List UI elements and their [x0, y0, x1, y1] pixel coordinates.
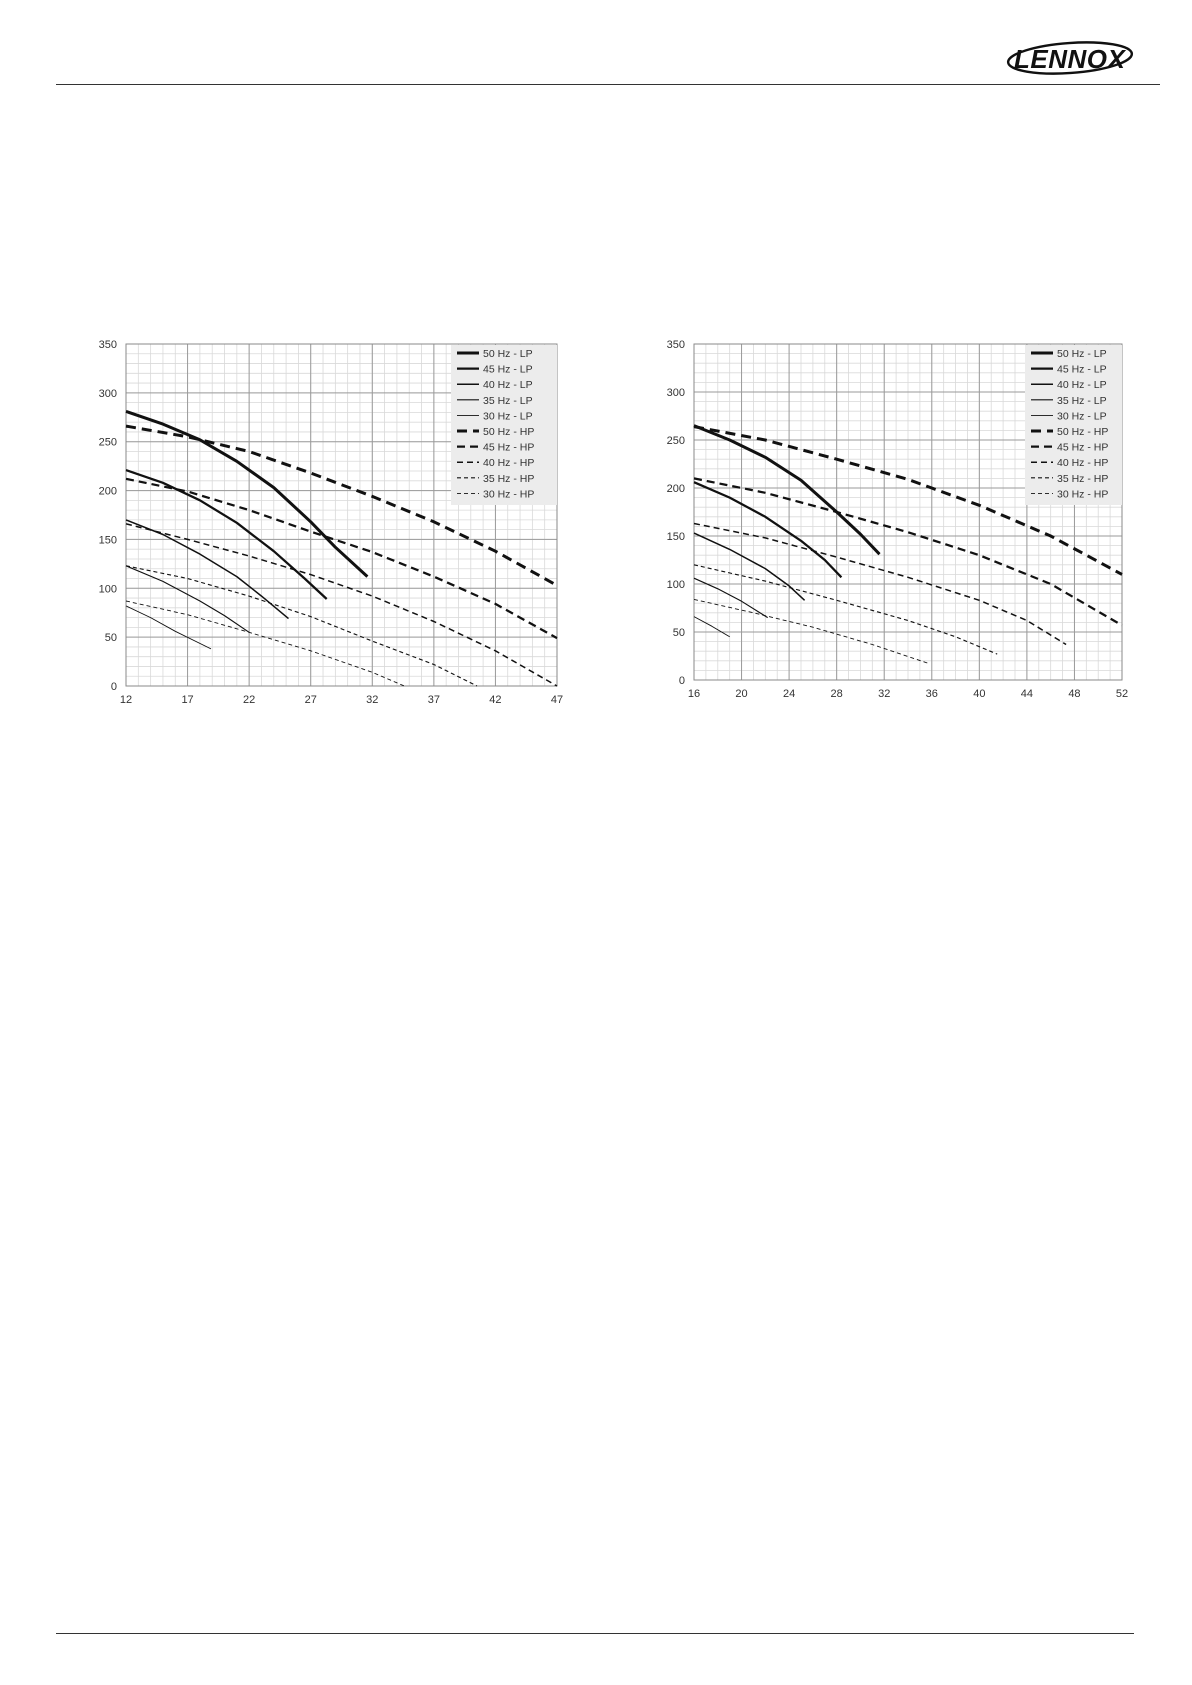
- x-tick-label: 52: [1115, 688, 1129, 700]
- legend-label: 35 Hz - LP: [1057, 394, 1107, 407]
- y-tick-label: 200: [98, 485, 117, 498]
- x-tick-label: 37: [427, 694, 440, 706]
- legend-label: 50 Hz - LP: [483, 348, 533, 360]
- legend-label: 35 Hz - HP: [483, 472, 535, 485]
- legend-label: 50 Hz - LP: [1057, 348, 1107, 360]
- x-tick-label: 36: [925, 688, 938, 700]
- x-tick-label: 47: [550, 694, 564, 706]
- y-tick-label: 200: [666, 483, 685, 495]
- y-tick-label: 350: [666, 339, 685, 351]
- legend-label: 35 Hz - LP: [483, 394, 533, 407]
- x-tick-label: 28: [830, 688, 843, 700]
- legend-label: 30 Hz - HP: [483, 488, 535, 501]
- y-tick-label: 0: [678, 675, 685, 687]
- x-tick-label: 32: [366, 694, 379, 706]
- chart-left: [84, 332, 574, 718]
- legend-label: 45 Hz - HP: [483, 441, 535, 454]
- footer-rule: [56, 1633, 1134, 1634]
- legend-label: 30 Hz - LP: [483, 410, 533, 423]
- legend-label: 35 Hz - HP: [1057, 472, 1109, 485]
- series-line: [126, 411, 367, 576]
- x-tick-label: 22: [243, 694, 256, 706]
- x-tick-label: 48: [1068, 688, 1081, 700]
- y-tick-label: 300: [98, 387, 117, 400]
- chart-right: [654, 332, 1140, 718]
- legend-label: 45 Hz - HP: [1057, 441, 1109, 454]
- series-line: [694, 533, 805, 600]
- x-tick-label: 24: [782, 688, 796, 700]
- chart-right-svg: [654, 332, 1140, 718]
- y-tick-label: 300: [666, 387, 685, 399]
- y-tick-label: 100: [666, 579, 685, 591]
- logo-text: LENNOX: [1014, 44, 1126, 74]
- legend-label: 50 Hz - HP: [1057, 426, 1109, 438]
- x-tick-label: 16: [687, 688, 701, 700]
- x-tick-label: 40: [973, 688, 986, 700]
- lennox-logo: [1004, 36, 1136, 80]
- legend-label: 45 Hz - LP: [1057, 363, 1107, 376]
- legend-label: 30 Hz - LP: [1057, 410, 1107, 423]
- y-tick-label: 150: [666, 531, 685, 543]
- legend-label: 30 Hz - HP: [1057, 488, 1109, 501]
- x-tick-label: 17: [181, 694, 194, 706]
- y-tick-label: 250: [98, 436, 117, 449]
- header-rule: [56, 84, 1160, 85]
- series-line: [694, 426, 880, 555]
- legend-label: 40 Hz - HP: [1057, 457, 1109, 470]
- x-tick-label: 20: [735, 688, 748, 700]
- x-tick-label: 42: [489, 694, 502, 706]
- chart-left-svg: [84, 332, 574, 718]
- y-tick-label: 250: [666, 435, 685, 447]
- y-tick-label: 150: [98, 534, 117, 547]
- y-tick-label: 50: [104, 632, 117, 645]
- series-line: [126, 601, 404, 686]
- series-line: [126, 566, 477, 686]
- legend-label: 40 Hz - HP: [483, 457, 535, 470]
- x-tick-label: 32: [878, 688, 891, 700]
- legend-label: 40 Hz - LP: [1057, 379, 1107, 392]
- series-line: [694, 565, 997, 654]
- y-tick-label: 100: [98, 583, 117, 596]
- legend-label: 45 Hz - LP: [483, 363, 533, 376]
- series-line: [126, 470, 327, 599]
- y-tick-label: 50: [672, 627, 685, 639]
- x-tick-label: 27: [304, 694, 317, 706]
- x-tick-label: 12: [119, 694, 133, 706]
- legend: [1025, 345, 1122, 505]
- y-tick-label: 0: [110, 681, 117, 693]
- series-line: [694, 617, 730, 637]
- legend: [451, 345, 557, 505]
- legend-label: 40 Hz - LP: [483, 379, 533, 392]
- y-tick-label: 350: [98, 339, 117, 351]
- x-tick-label: 44: [1020, 688, 1034, 700]
- legend-label: 50 Hz - HP: [483, 426, 535, 438]
